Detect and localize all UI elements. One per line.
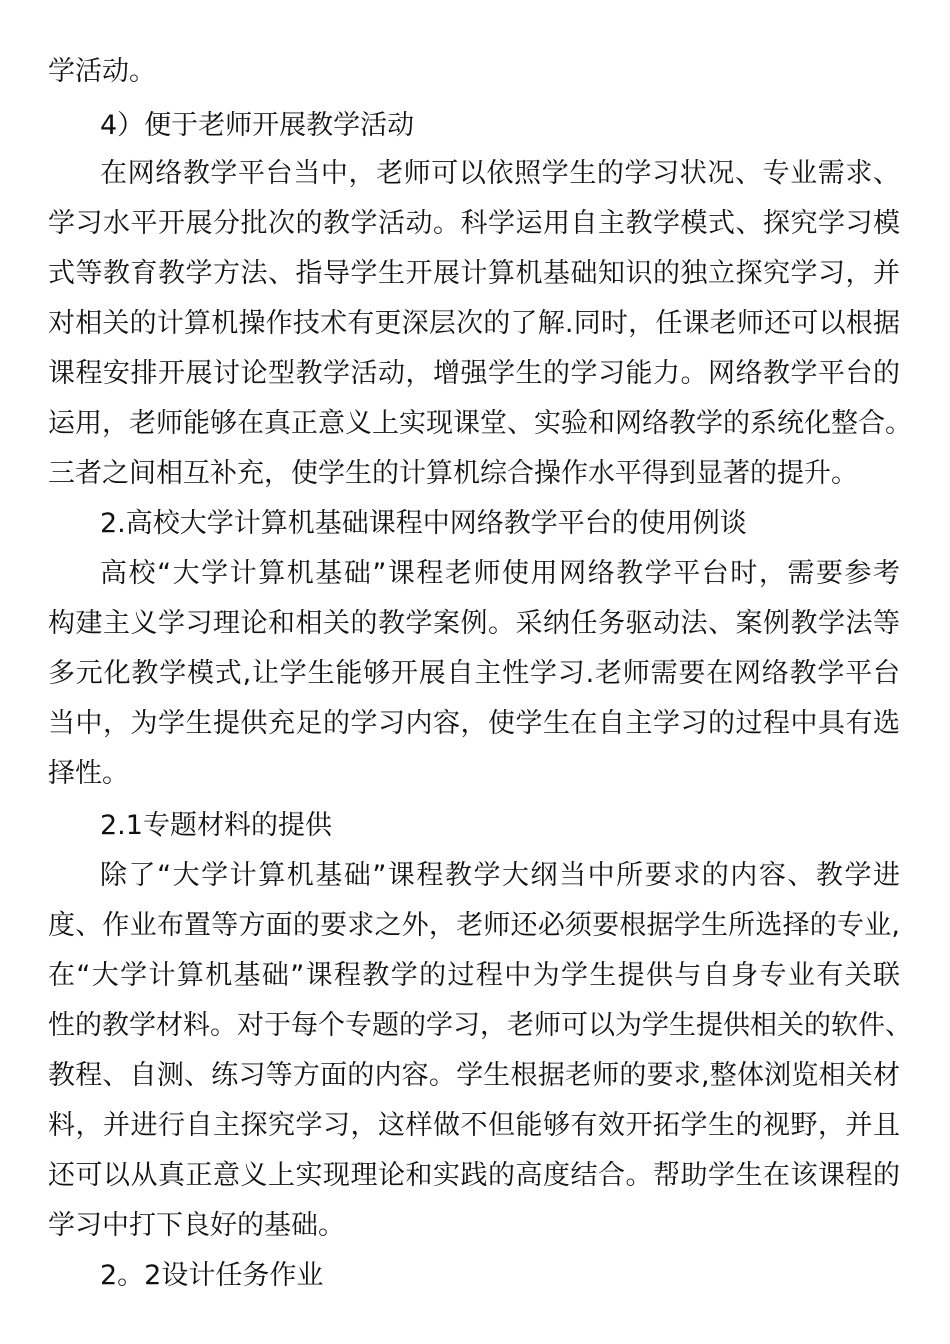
text-line: 当中，为学生提供充足的学习内容，使学生在自主学习的过程中具有选 — [48, 708, 900, 739]
text-line: 除了“大学计算机基础”课程教学大纲当中所要求的内容、教学进 — [100, 860, 900, 891]
section-heading: 4）便于老师开展教学活动 — [100, 110, 415, 141]
text-line: 学习中打下良好的基础。 — [48, 1210, 345, 1241]
text-line: 料，并进行自主探究学习，这样做不但能够有效开拓学生的视野，并且 — [48, 1110, 900, 1141]
text-line: 学活动。 — [48, 56, 156, 87]
text-line: 课程安排开展讨论型教学活动，增强学生的学习能力。网络教学平台的 — [48, 358, 900, 389]
section-heading: 2。2设计任务作业 — [100, 1260, 324, 1291]
text-line: 构建主义学习理论和相关的教学案例。采纳任务驱动法、案例教学法等 — [48, 608, 900, 639]
text-line: 教程、自测、练习等方面的内容。学生根据老师的要求,整体浏览相关材 — [48, 1060, 900, 1091]
text-line: 还可以从真正意义上实现理论和实践的高度结合。帮助学生在该课程的 — [48, 1160, 900, 1191]
text-line: 在“大学计算机基础”课程教学的过程中为学生提供与自身专业有关联 — [48, 960, 900, 991]
text-line: 高校“大学计算机基础”课程老师使用网络教学平台时，需要参考 — [100, 558, 900, 589]
text-line: 在网络教学平台当中，老师可以依照学生的学习状况、专业需求、 — [100, 158, 900, 189]
text-line: 三者之间相互补充，使学生的计算机综合操作水平得到显著的提升。 — [48, 458, 858, 489]
text-line: 择性。 — [48, 758, 129, 789]
section-heading: 2.高校大学计算机基础课程中网络教学平台的使用例谈 — [100, 508, 747, 539]
section-heading: 2.1专题材料的提供 — [100, 810, 332, 841]
text-line: 学习水平开展分批次的教学活动。科学运用自主教学模式、探究学习模 — [48, 208, 900, 239]
text-line: 运用，老师能够在真正意义上实现课堂、实验和网络教学的系统化整合。 — [48, 408, 912, 439]
text-line: 多元化教学模式,让学生能够开展自主性学习.老师需要在网络教学平台 — [48, 658, 900, 689]
text-line: 对相关的计算机操作技术有更深层次的了解.同时，任课老师还可以根据 — [48, 308, 900, 339]
text-line: 度、作业布置等方面的要求之外，老师还必须要根据学生所选择的专业, — [48, 910, 900, 941]
text-line: 式等教育教学方法、指导学生开展计算机基础知识的独立探究学习，并 — [48, 258, 900, 289]
text-line: 性的教学材料。对于每个专题的学习，老师可以为学生提供相关的软件、 — [48, 1010, 912, 1041]
